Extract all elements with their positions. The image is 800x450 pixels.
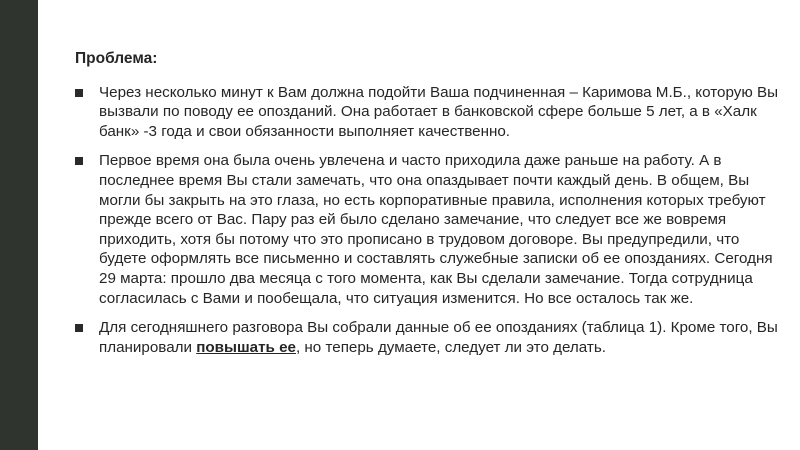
paragraph-3-text-after: , но теперь думаете, следует ли это делать. [295, 338, 606, 356]
problem-heading: Проблема: [75, 50, 158, 67]
decorative-sidebar [0, 0, 38, 450]
bullet-item-3 [75, 318, 780, 357]
bullet-item-2 [75, 151, 780, 308]
emphasis-link[interactable]: повышать ее [196, 338, 296, 356]
paragraph-2-text: Первое время она была очень увлечена и часто приходила даже раньше на работу. А в последнее время Вы стали замечать, что она опаздывает почти каждый день. В общем, Вы могли бы закрыть на это глаза, но есть корпоративные правила, исполнения которых требуют прежде всего от Вас. Пару раз ей было сделано замечание, что следует все же вовремя приходить, хотя бы потому что это прописано в трудовом договоре. Вы предупредили, что будете оформлять все письменно и составлять служебные записки об ее опозданиях. Сегодня 29 марта: прошло два месяца с того момента, как Вы сделали замечание. Тогда сотрудница согласилась с Вами и пообещала, что ситуация изменится. Но все осталось так же. [99, 152, 773, 307]
square-bullet-icon [75, 324, 83, 332]
paragraph-3-text-before: Для сегодняшнего разговора Вы собрали данные об ее опозданиях (таблица 1). Кроме того, Вы планировали [99, 319, 778, 356]
paragraph-3-text [99, 318, 780, 357]
slide-content [75, 49, 780, 367]
bullet-item-1 [75, 83, 780, 142]
square-bullet-icon [75, 157, 83, 165]
paragraph-1-text: Через несколько минут к Вам должна подойти Ваша подчиненная – Каримова М.Б., которую Вы вызвали по поводу ее опозданий. Она работает в банковской сфере больше 5 лет, а в «Халк банк» -3 года и свои обязанности выполняет качественно. [99, 83, 778, 140]
square-bullet-icon [75, 89, 83, 97]
